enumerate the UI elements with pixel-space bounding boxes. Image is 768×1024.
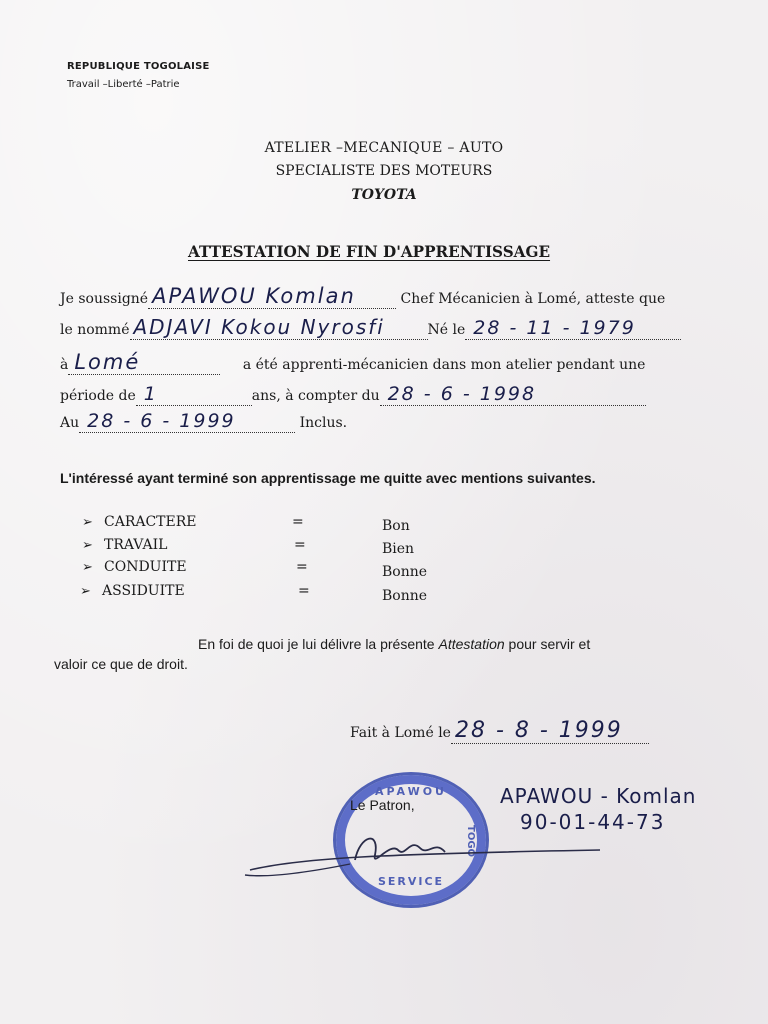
patron-label: Le Patron, — [350, 797, 415, 813]
mention-label: ASSIDUITE — [102, 583, 185, 599]
handwritten-birth-date: 28 - 11 - 1979 — [465, 317, 681, 340]
handwritten-patron-name: APAWOU - Komlan — [500, 784, 697, 808]
body-line-2 — [60, 315, 681, 340]
mention-equals: = — [294, 537, 306, 553]
handwritten-apprentice-name: ADJAVI Kokou Nyrosfi — [130, 315, 428, 340]
mention-row — [80, 583, 428, 604]
handwritten-start-date: 28 - 6 - 1998 — [380, 383, 646, 406]
closing-text-attestation: Attestation — [438, 636, 505, 652]
body-line-5 — [60, 410, 347, 433]
text-ne-le: Né le — [427, 322, 466, 338]
arrow-icon: ➢ — [82, 538, 93, 553]
handwritten-phone-number: 90-01-44-73 — [520, 810, 666, 834]
closing-text-a: En foi de quoi je lui délivre la présente — [198, 636, 439, 652]
text-apprenti: a été apprenti-mécanicien dans mon atelier pendant une — [242, 357, 646, 373]
mention-row — [82, 537, 415, 557]
fait-label: Fait à Lomé le — [350, 725, 451, 741]
stamp-side-text: TOGO — [465, 825, 476, 858]
handwritten-end-date: 28 - 6 - 1999 — [79, 410, 295, 433]
mention-value: Bonne — [382, 588, 428, 604]
text-periode: période de — [60, 388, 136, 404]
mention-equals: = — [298, 583, 310, 599]
closing-line-1 — [198, 636, 590, 652]
republic-header: REPUBLIQUE TOGOLAISE — [67, 61, 210, 72]
arrow-icon: ➢ — [82, 560, 93, 575]
text-chef-mecanicien: Chef Mécanicien à Lomé, atteste que — [400, 291, 666, 307]
mention-row — [82, 514, 410, 534]
stamp-top-text: APAWOU — [374, 785, 447, 798]
business-name: ATELIER –MECANIQUE – AUTO — [264, 140, 504, 156]
business-brand: TOYOTA — [351, 187, 417, 203]
stamp-bottom-text: SERVICE — [377, 875, 445, 888]
text-soussigne: Je soussigné — [60, 291, 149, 307]
mention-value: Bonne — [382, 564, 428, 580]
mention-equals: = — [292, 514, 304, 530]
closing-line-2: valoir ce que de droit. — [54, 656, 188, 672]
handwritten-supervisor-name: APAWOU Komlan — [148, 284, 396, 309]
text-inclus: Inclus. — [299, 415, 348, 431]
text-ans-compter: ans, à compter du — [251, 388, 380, 404]
signing-place-date — [350, 718, 649, 744]
mention-label: CONDUITE — [104, 559, 187, 575]
body-line-3 — [60, 350, 645, 375]
mentions-intro: L'intéressé ayant terminé son apprentissage me quitte avec mentions suivantes. — [60, 470, 596, 486]
mention-label: TRAVAIL — [104, 537, 168, 553]
arrow-icon: ➢ — [80, 584, 91, 599]
document-title: ATTESTATION DE FIN D'APPRENTISSAGE — [188, 242, 551, 261]
body-line-1 — [60, 284, 665, 309]
handwritten-signing-date: 28 - 8 - 1999 — [451, 718, 649, 744]
handwritten-duration-years: 1 — [136, 383, 252, 406]
body-line-4 — [60, 383, 646, 406]
text-nomme: le nommé — [60, 322, 130, 338]
text-au: Au — [60, 415, 80, 431]
mention-value: Bon — [382, 518, 410, 534]
arrow-icon: ➢ — [82, 515, 93, 530]
mention-equals: = — [296, 559, 308, 575]
text-a: à — [60, 357, 69, 373]
mention-value: Bien — [382, 541, 415, 557]
mention-label: CARACTERE — [104, 514, 197, 530]
closing-text-c: pour servir et — [504, 636, 591, 652]
republic-motto: Travail –Liberté –Patrie — [67, 79, 180, 90]
business-specialty: SPECIALISTE DES MOTEURS — [275, 163, 493, 179]
mention-row — [82, 559, 428, 580]
handwritten-birth-place: Lomé — [68, 350, 220, 375]
